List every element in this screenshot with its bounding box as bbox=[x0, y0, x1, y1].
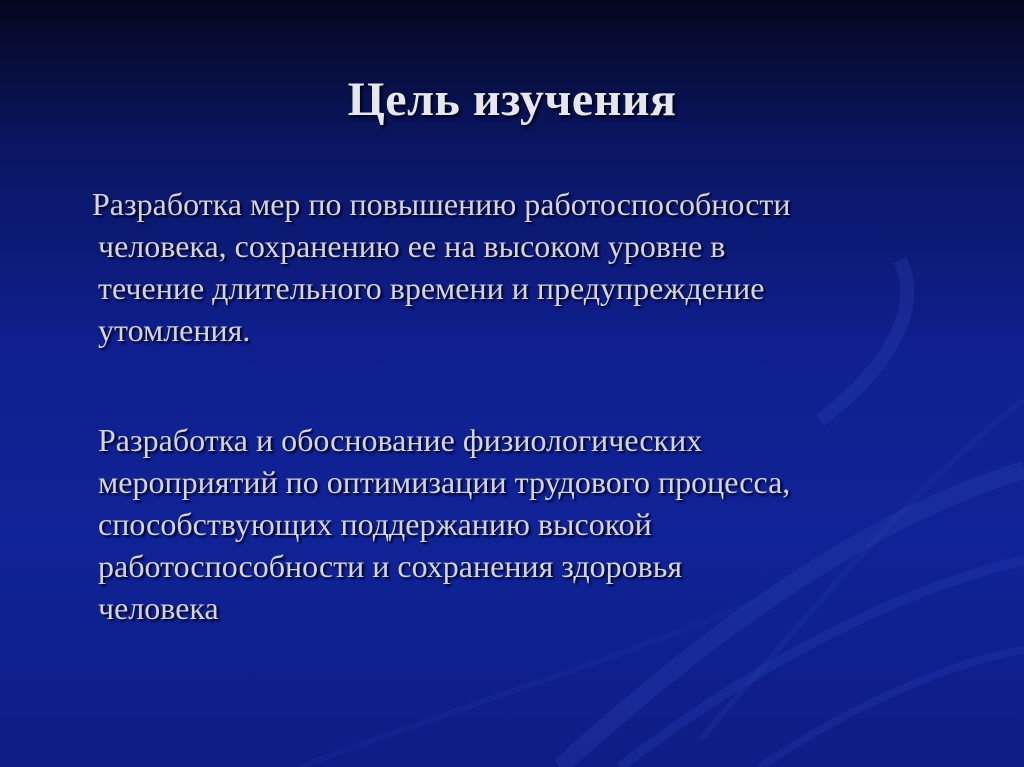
paragraph-1 bbox=[92, 183, 968, 351]
paragraph-line: Разработка мер по повышению работоспособности bbox=[92, 186, 791, 222]
slide-title: Цель изучения bbox=[347, 73, 677, 126]
paragraph-line: человека bbox=[98, 590, 219, 626]
paragraph-line: мероприятий по оптимизации трудового процесса, bbox=[98, 464, 791, 500]
wave-line bbox=[760, 650, 1024, 767]
paragraph-line: работоспособности и сохранения здоровья bbox=[98, 548, 683, 584]
paragraph-line: утомления. bbox=[98, 312, 251, 348]
paragraph-line: человека, сохранению ее на высоком уровне в bbox=[98, 228, 726, 264]
paragraph-line: течение длительного времени и предупреждение bbox=[98, 270, 765, 306]
paragraph-line: Разработка и обоснование физиологических bbox=[98, 422, 703, 458]
paragraph-2 bbox=[98, 419, 968, 629]
paragraph-line: способствующих поддержанию высокой bbox=[98, 506, 652, 542]
